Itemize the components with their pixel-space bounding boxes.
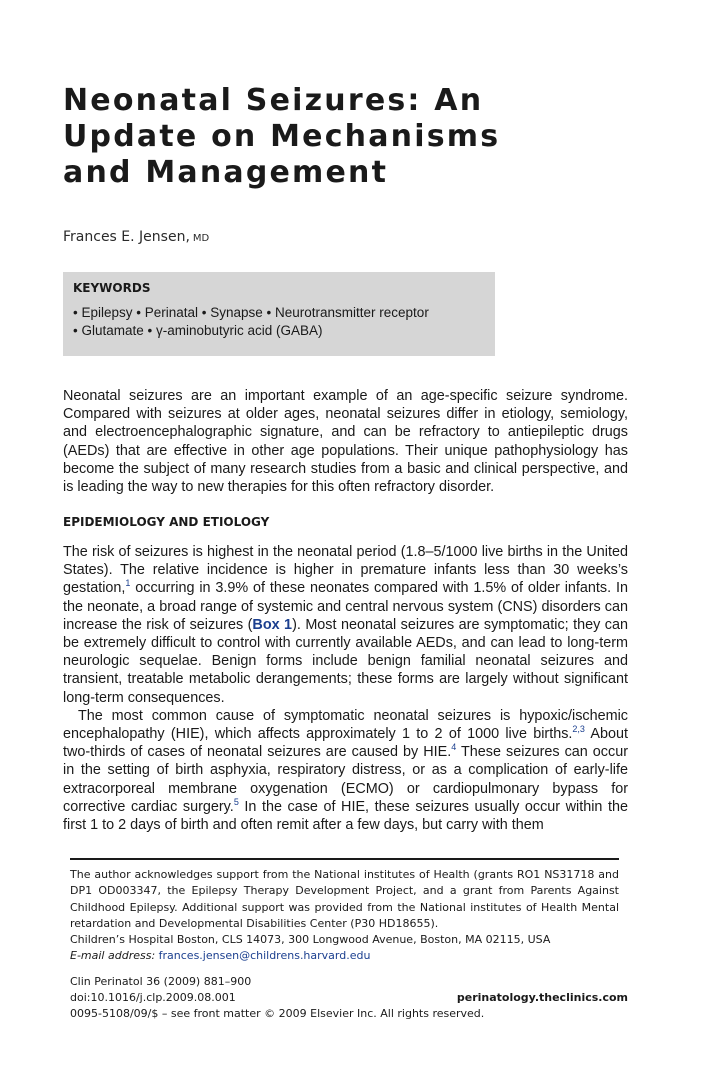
keywords-line: • Glutamate • γ-aminobutyric acid (GABA) [73, 323, 323, 338]
text-run: occurring in 3.9% of these neonates compared with 1.5% of older infants. In the neonate, a broad range of systemic and central nervous system (CNS) disorders can increase the risk of seizures ( [63, 580, 628, 633]
citation-ref[interactable]: 5 [233, 797, 239, 808]
acknowledgment: The author acknowledges support from the National institutes of Health (grants RO1 NS31718 and DP1 OD003347, the Epilepsy Therapy Development Project, and a grant from Parents Against Childhood Epilepsy. Additional support was provided from the National institutes of Health Mental retardation and Developmental Disabilities Center (P30 HD18655). [70, 868, 619, 930]
citation-ref[interactable]: 2,3 [572, 724, 585, 735]
text-run: ). Most neonatal seizures are symptomatic; they can be extremely difficult to control with currently available AEDs, and can lead to long-term neurologic sequelae. Benign forms include benign familial neonatal seizures and transient, treatable metabolic derangements; these forms are largely without significant long-term consequences. [63, 616, 628, 706]
issn-copyright: 0095-5108/09/$ – see front matter © 2009 Elsevier Inc. All rights reserved. [70, 1007, 485, 1020]
intro-paragraph: Neonatal seizures are an important example of an age-specific seizure syndrome. Compared with seizures at older ages, neonatal seizures differ in etiology, semiology, and electroencephalographic signature, and can be refractory to antiepileptic drugs (AEDs) that are effective in other age populations. Their unique pathophysiology has become the subject of many research studies from a basic and clinical perspective, and is leading the way to new therapies for this often refractory disorder. [63, 388, 628, 496]
section-heading: EPIDEMIOLOGY AND ETIOLOGY [63, 515, 270, 529]
email-link[interactable]: frances.jensen@childrens.harvard.edu [158, 949, 371, 963]
title-line: Neonatal Seizures: An [63, 83, 484, 118]
footnote [70, 867, 619, 965]
author-address: Children’s Hospital Boston, CLS 14073, 300 Longwood Avenue, Boston, MA 02115, USA [70, 933, 551, 947]
text-run: The risk of seizures is highest in the neonatal period (1.8–5/1000 live births in the United States). The relative incidence is higher in premature infants less than 30 weeks’s gestation, [63, 544, 628, 597]
article-title [63, 83, 623, 191]
body-paragraph [63, 543, 628, 707]
author-line [63, 229, 209, 245]
journal-citation: Clin Perinatol 36 (2009) 881–900 [70, 975, 252, 988]
email-label: E-mail address: [70, 949, 156, 963]
citation-ref[interactable]: 1 [125, 578, 131, 589]
journal-site-link[interactable]: perinatology.theclinics.com [456, 991, 628, 1004]
keywords-box [63, 272, 495, 356]
keywords-heading: KEYWORDS [73, 281, 151, 295]
text-run: These seizures can occur in the setting of birth asphyxia, respiratory distress, or as a complication of early-life extracorporeal membrane oxygenation (ECMO) or cardiopulmonary bypass for corrective cardiac surgery. [63, 744, 628, 815]
author-name: Frances E. Jensen, [63, 229, 190, 245]
citation-ref[interactable]: 4 [451, 742, 457, 753]
footnote-divider [70, 858, 619, 860]
keywords-line: • Epilepsy • Perinatal • Synapse • Neurotransmitter receptor [73, 305, 429, 320]
text-run: In the case of HIE, these seizures usually occur within the first 1 to 2 days of birth and often remit after a few days, but carry with them [63, 798, 628, 834]
email-line [70, 948, 619, 964]
body-paragraph [63, 707, 628, 834]
text-run: The most common cause of symptomatic neonatal seizures is hypoxic/ischemic encephalopathy (HIE), which affects approximately 1 to 2 of 1000 live births. [63, 707, 628, 743]
title-line: Update on Mechanisms [63, 119, 501, 154]
box-reference-link[interactable]: Box 1 [252, 616, 293, 633]
doi-link[interactable]: doi:10.1016/j.clp.2009.08.001 [70, 991, 236, 1004]
title-line: and Management [63, 155, 389, 190]
text-run: About two-thirds of cases of neonatal seizures are caused by HIE. [63, 726, 628, 761]
epidemiology-section [63, 543, 628, 834]
author-degree: MD [192, 233, 210, 244]
